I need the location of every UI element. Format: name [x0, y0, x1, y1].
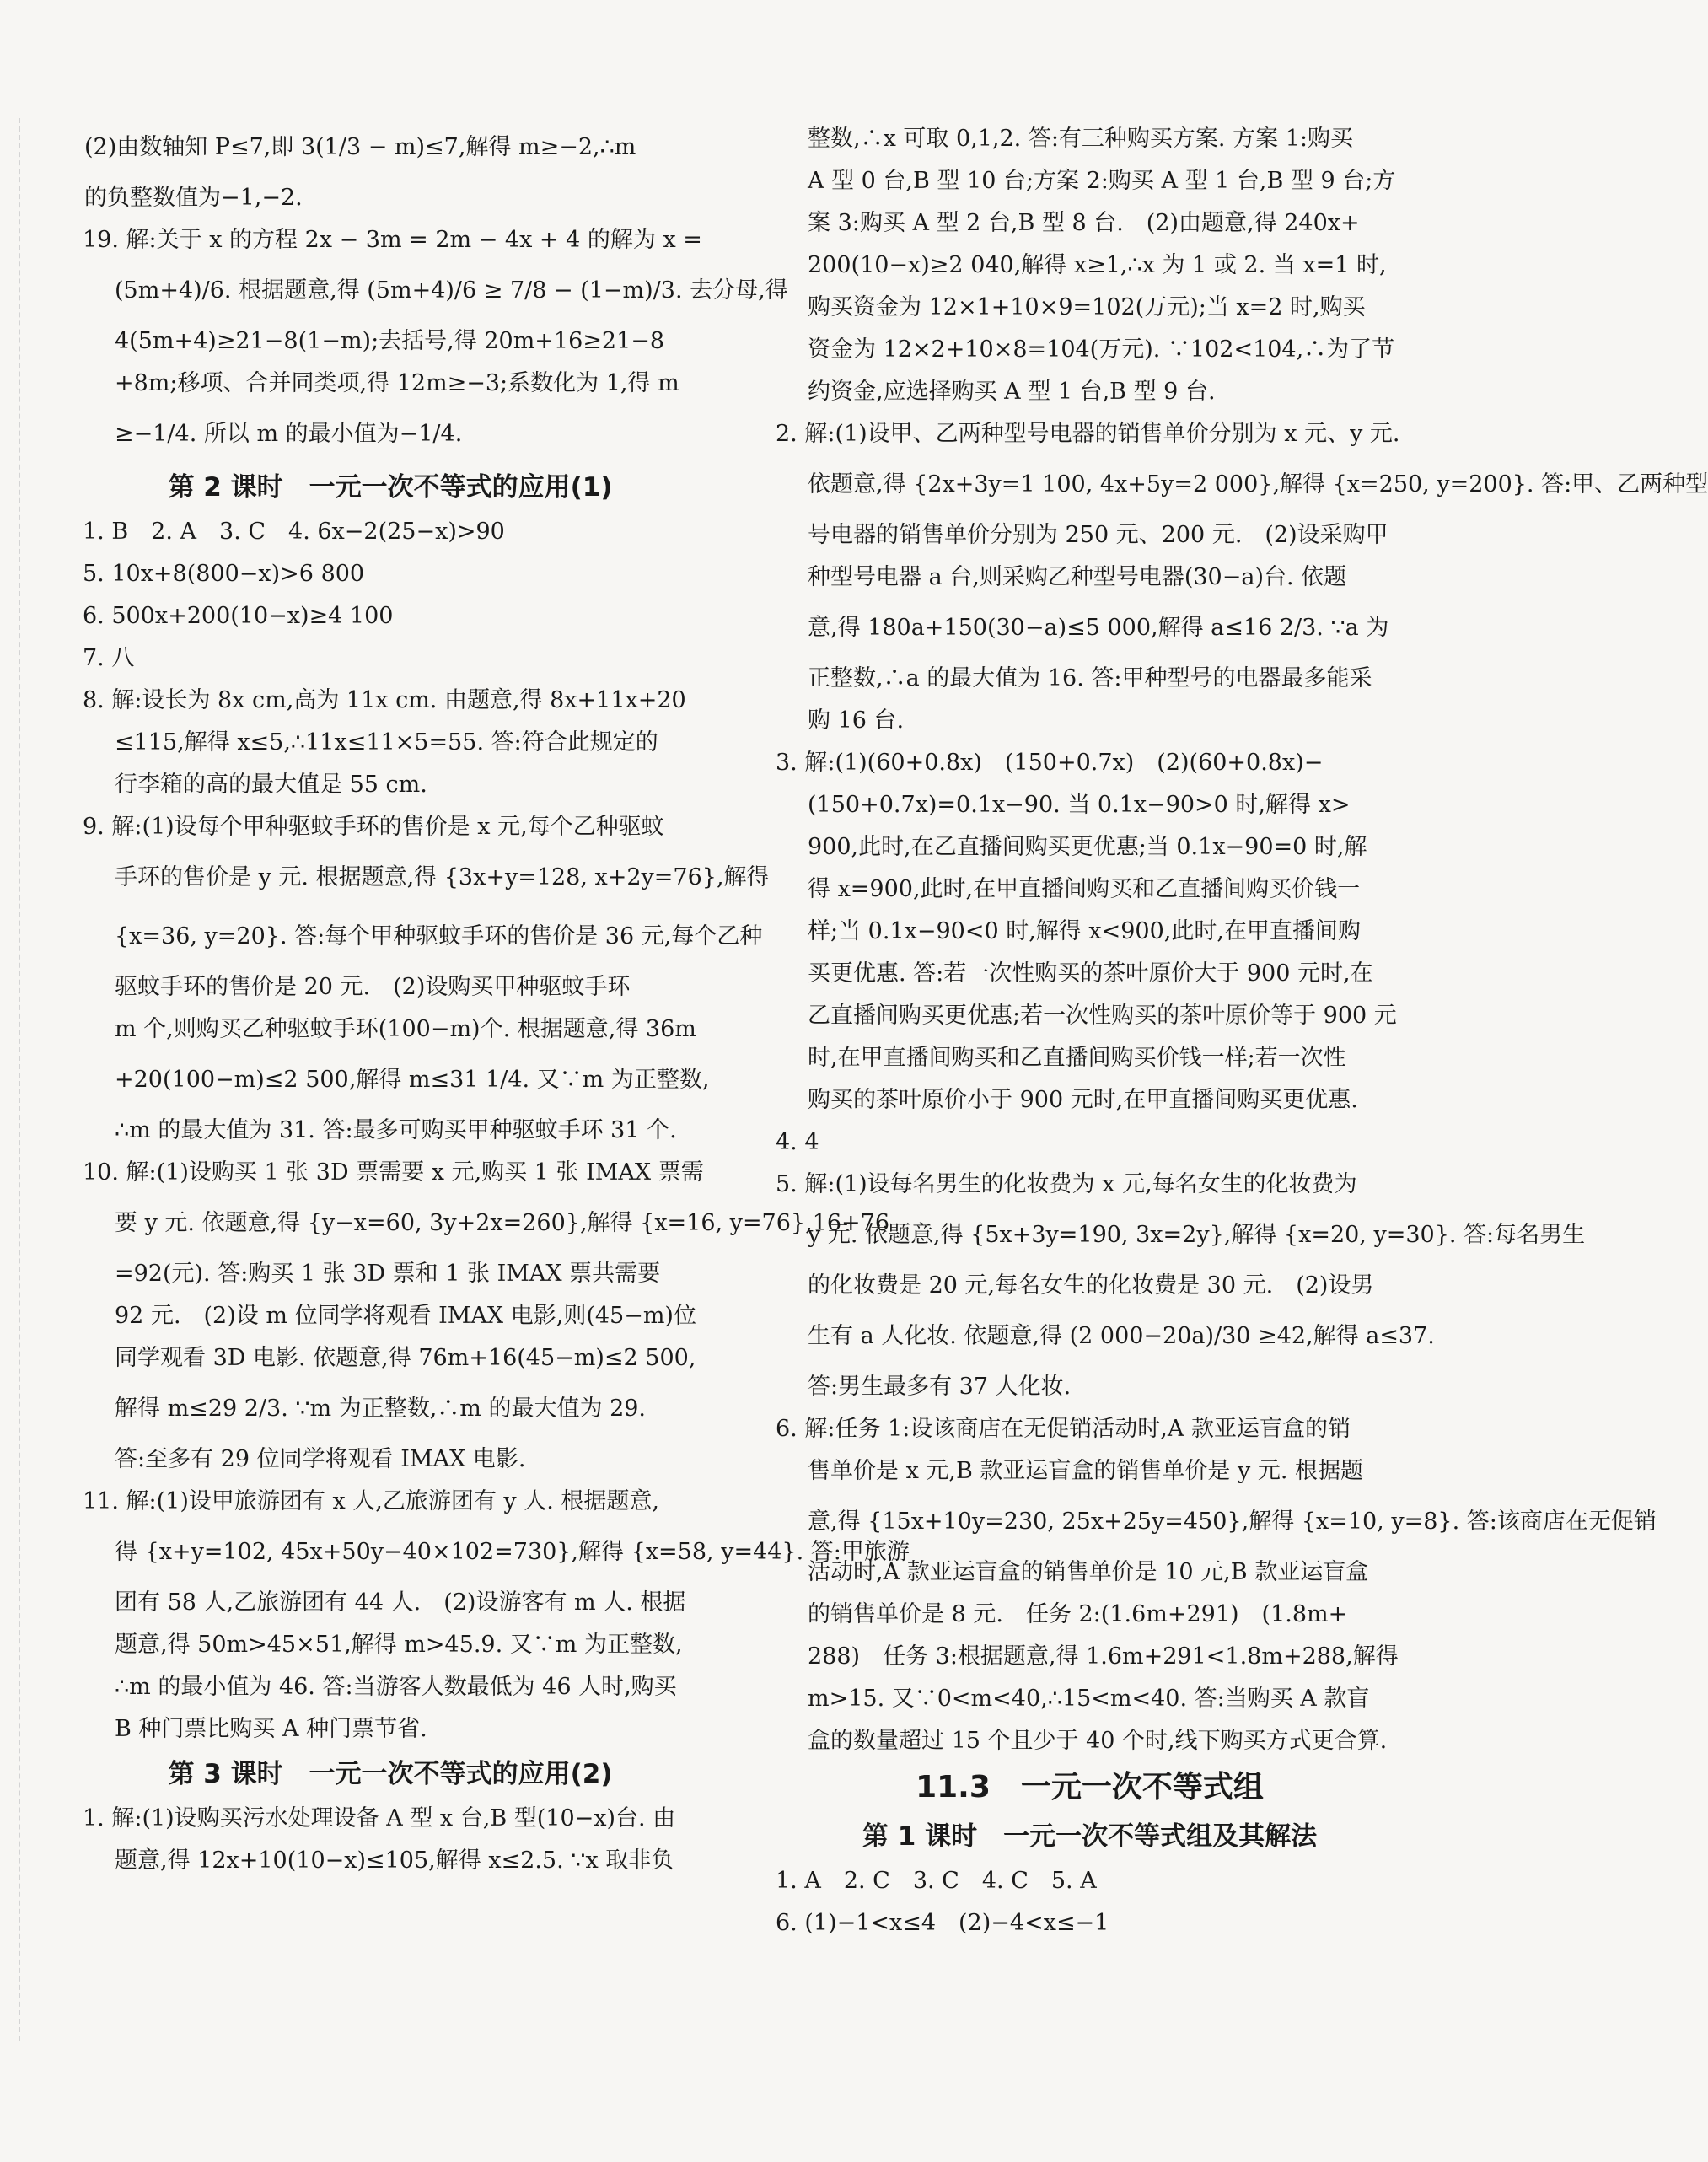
answer-line: 6. 解:任务 1:设该商店在无促销活动时,A 款亚运盲盒的销 — [776, 1416, 1351, 1442]
answer-line: 19. 解:关于 x 的方程 2x − 3m = 2m − 4x + 4 的解为 x = — [83, 227, 702, 253]
answer-line: 288) 任务 3:根据题意,得 1.6m+291<1.8m+288,解得 — [808, 1643, 1399, 1670]
section-title: 11.3 一元一次不等式组 — [916, 1770, 1264, 1804]
answer-line: 得 x=900,此时,在甲直播间购买和乙直播间购买价钱一 — [808, 876, 1361, 902]
answer-line: 驱蚊手环的售价是 20 元. (2)设购买甲种驱蚊手环 — [115, 974, 631, 1000]
answer-line: +8m;移项、合并同类项,得 12m≥−3;系数化为 1,得 m — [115, 370, 679, 396]
answer-line: 7. 八 — [83, 645, 135, 671]
answer-line: 案 3:购买 A 型 2 台,B 型 8 台. (2)由题意,得 240x+ — [808, 210, 1360, 236]
answer-line: 5. 解:(1)设每名男生的化妆费为 x 元,每名女生的化妆费为 — [776, 1171, 1357, 1197]
answer-line: ∴m 的最大值为 31. 答:最多可购买甲种驱蚊手环 31 个. — [115, 1117, 677, 1143]
answer-line: ≤115,解得 x≤5,∴11x≤11×5=55. 答:符合此规定的 — [115, 729, 658, 756]
answer-line: 意,得 {15x+10y=230, 25x+25y=450},解得 {x=10, y=8}. 答:该商店在无促销 — [808, 1509, 1657, 1535]
answer-line: 得 {x+y=102, 45x+50y−40×102=730},解得 {x=58, y=44}. 答:甲旅游 — [115, 1539, 910, 1565]
answer-line: 4. 4 — [776, 1129, 819, 1155]
answer-line: 时,在甲直播间购买和乙直播间购买价钱一样;若一次性 — [808, 1045, 1346, 1071]
binding-edge — [19, 118, 20, 2041]
answer-line: 解得 m≤29 2/3. ∵m 为正整数,∴m 的最大值为 29. — [115, 1396, 647, 1422]
answer-line: 盒的数量超过 15 个且少于 40 个时,线下购买方式更合算. — [808, 1728, 1388, 1754]
answer-line: 依题意,得 {2x+3y=1 100, 4x+5y=2 000},解得 {x=250, y=200}. 答:甲、乙两种型 — [808, 471, 1708, 497]
answer-line: 1. A 2. C 3. C 4. C 5. A — [776, 1868, 1097, 1894]
answer-line: 售单价是 x 元,B 款亚运盲盒的销售单价是 y 元. 根据题 — [808, 1458, 1363, 1484]
answer-line: 约资金,应选择购买 A 型 1 台,B 型 9 台. — [808, 379, 1216, 405]
answer-line: (2)由数轴知 P≤7,即 3(1/3 − m)≤7,解得 m≥−2,∴m — [84, 134, 636, 160]
answer-line: 1. 解:(1)设购买污水处理设备 A 型 x 台,B 型(10−x)台. 由 — [83, 1805, 676, 1831]
answer-line: 手环的售价是 y 元. 根据题意,得 {3x+y=128, x+2y=76},解得 — [115, 864, 770, 890]
answer-line: y 元. 依题意,得 {5x+3y=190, 3x=2y},解得 {x=20, y=30}. 答:每名男生 — [808, 1222, 1586, 1248]
answer-line: 9. 解:(1)设每个甲种驱蚊手环的售价是 x 元,每个乙种驱蚊 — [83, 814, 664, 840]
answer-line: 10. 解:(1)设购买 1 张 3D 票需要 x 元,购买 1 张 IMAX 票需 — [83, 1159, 704, 1186]
answer-line: 的负整数值为−1,−2. — [84, 185, 303, 211]
lesson-heading: 第 3 课时 一元一次不等式的应用(2) — [168, 1759, 613, 1789]
answer-line: +20(100−m)≤2 500,解得 m≤31 1/4. 又∵m 为正整数, — [115, 1067, 710, 1093]
answer-line: =92(元). 答:购买 1 张 3D 票和 1 张 IMAX 票共需要 — [115, 1261, 661, 1287]
answer-line: 乙直播间购买更优惠;若一次性购买的茶叶原价等于 900 元 — [808, 1003, 1397, 1029]
answer-line: 同学观看 3D 电影. 依题意,得 76m+16(45−m)≤2 500, — [115, 1345, 696, 1371]
lesson-heading: 第 1 课时 一元一次不等式组及其解法 — [862, 1821, 1318, 1852]
answer-line: 购 16 台. — [808, 707, 905, 734]
answer-line: {x=36, y=20}. 答:每个甲种驱蚊手环的售价是 36 元,每个乙种 — [115, 923, 763, 949]
answer-line: 6. 500x+200(10−x)≥4 100 — [83, 603, 394, 629]
answer-line: m 个,则购买乙种驱蚊手环(100−m)个. 根据题意,得 36m — [115, 1016, 696, 1042]
answer-line: 2. 解:(1)设甲、乙两种型号电器的销售单价分别为 x 元、y 元. — [776, 421, 1400, 447]
answer-line: 8. 解:设长为 8x cm,高为 11x cm. 由题意,得 8x+11x+20 — [83, 687, 686, 713]
answer-line: 整数,∴x 可取 0,1,2. 答:有三种购买方案. 方案 1:购买 — [808, 126, 1353, 152]
answer-line: 团有 58 人,乙旅游团有 44 人. (2)设游客有 m 人. 根据 — [115, 1589, 686, 1616]
answer-line: 意,得 180a+150(30−a)≤5 000,解得 a≤16 2/3. ∵a 为 — [808, 615, 1389, 641]
answer-line: m>15. 又∵0<m<40,∴15<m<40. 答:当购买 A 款盲 — [808, 1686, 1370, 1712]
answer-line: 5. 10x+8(800−x)>6 800 — [83, 561, 365, 587]
answer-line: 活动时,A 款亚运盲盒的销售单价是 10 元,B 款亚运盲盒 — [808, 1559, 1369, 1585]
lesson-heading: 第 2 课时 一元一次不等式的应用(1) — [168, 472, 613, 503]
answer-line: ≥−1/4. 所以 m 的最小值为−1/4. — [115, 421, 463, 447]
answer-line: A 型 0 台,B 型 10 台;方案 2:购买 A 型 1 台,B 型 9 台;方 — [808, 168, 1396, 194]
answer-line: 答:男生最多有 37 人化妆. — [808, 1374, 1072, 1400]
answer-line: 题意,得 50m>45×51,解得 m>45.9. 又∵m 为正整数, — [115, 1632, 683, 1658]
answer-line: 要 y 元. 依题意,得 {y−x=60, 3y+2x=260},解得 {x=16, y=76},16+76 — [115, 1210, 890, 1236]
answer-line: 题意,得 12x+10(10−x)≤105,解得 x≤2.5. ∵x 取非负 — [115, 1847, 674, 1874]
answer-line: 1. B 2. A 3. C 4. 6x−2(25−x)>90 — [83, 519, 505, 545]
answer-line: 正整数,∴a 的最大值为 16. 答:甲种型号的电器最多能采 — [808, 665, 1372, 691]
answer-line: 样;当 0.1x−90<0 时,解得 x<900,此时,在甲直播间购 — [808, 918, 1361, 944]
answer-line: 的化妆费是 20 元,每名女生的化妆费是 30 元. (2)设男 — [808, 1272, 1374, 1299]
answer-line: 购买的茶叶原价小于 900 元时,在甲直播间购买更优惠. — [808, 1087, 1358, 1113]
answer-line: (150+0.7x)=0.1x−90. 当 0.1x−90>0 时,解得 x> — [808, 792, 1351, 818]
answer-line: 92 元. (2)设 m 位同学将观看 IMAX 电影,则(45−m)位 — [115, 1303, 696, 1329]
answer-line: ∴m 的最小值为 46. 答:当游客人数最低为 46 人时,购买 — [115, 1674, 677, 1700]
answer-line: 买更优惠. 答:若一次性购买的茶叶原价大于 900 元时,在 — [808, 960, 1373, 987]
answer-line: 答:至多有 29 位同学将观看 IMAX 电影. — [115, 1446, 526, 1472]
right-column — [776, 118, 1708, 1944]
answer-line: 资金为 12×2+10×8=104(万元). ∵102<104,∴为了节 — [808, 336, 1395, 363]
answer-line: B 种门票比购买 A 种门票节省. — [115, 1716, 427, 1742]
answer-line: 种型号电器 a 台,则采购乙种型号电器(30−a)台. 依题 — [808, 564, 1347, 590]
answer-line: 生有 a 人化妆. 依题意,得 (2 000−20a)/30 ≥42,解得 a≤37. — [808, 1323, 1435, 1349]
answer-line: 的销售单价是 8 元. 任务 2:(1.6m+291) (1.8m+ — [808, 1601, 1348, 1627]
answer-line: 11. 解:(1)设甲旅游团有 x 人,乙旅游团有 y 人. 根据题意, — [83, 1488, 660, 1514]
answer-line: 购买资金为 12×1+10×9=102(万元);当 x=2 时,购买 — [808, 294, 1366, 320]
answer-line: 4(5m+4)≥21−8(1−m);去括号,得 20m+16≥21−8 — [115, 328, 665, 354]
answer-line: 200(10−x)≥2 040,解得 x≥1,∴x 为 1 或 2. 当 x=1 时, — [808, 252, 1387, 278]
answer-line: 行李箱的高的最大值是 55 cm. — [115, 772, 427, 798]
answer-line: 900,此时,在乙直播间购买更优惠;当 0.1x−90=0 时,解 — [808, 834, 1367, 860]
answer-line: 3. 解:(1)(60+0.8x) (150+0.7x) (2)(60+0.8x)− — [776, 750, 1324, 776]
answer-line: (5m+4)/6. 根据题意,得 (5m+4)/6 ≥ 7/8 − (1−m)/3. 去分母,得 — [115, 277, 788, 304]
answer-line: 6. (1)−1<x≤4 (2)−4<x≤−1 — [776, 1910, 1109, 1936]
answer-line: 号电器的销售单价分别为 250 元、200 元. (2)设采购甲 — [808, 522, 1388, 548]
